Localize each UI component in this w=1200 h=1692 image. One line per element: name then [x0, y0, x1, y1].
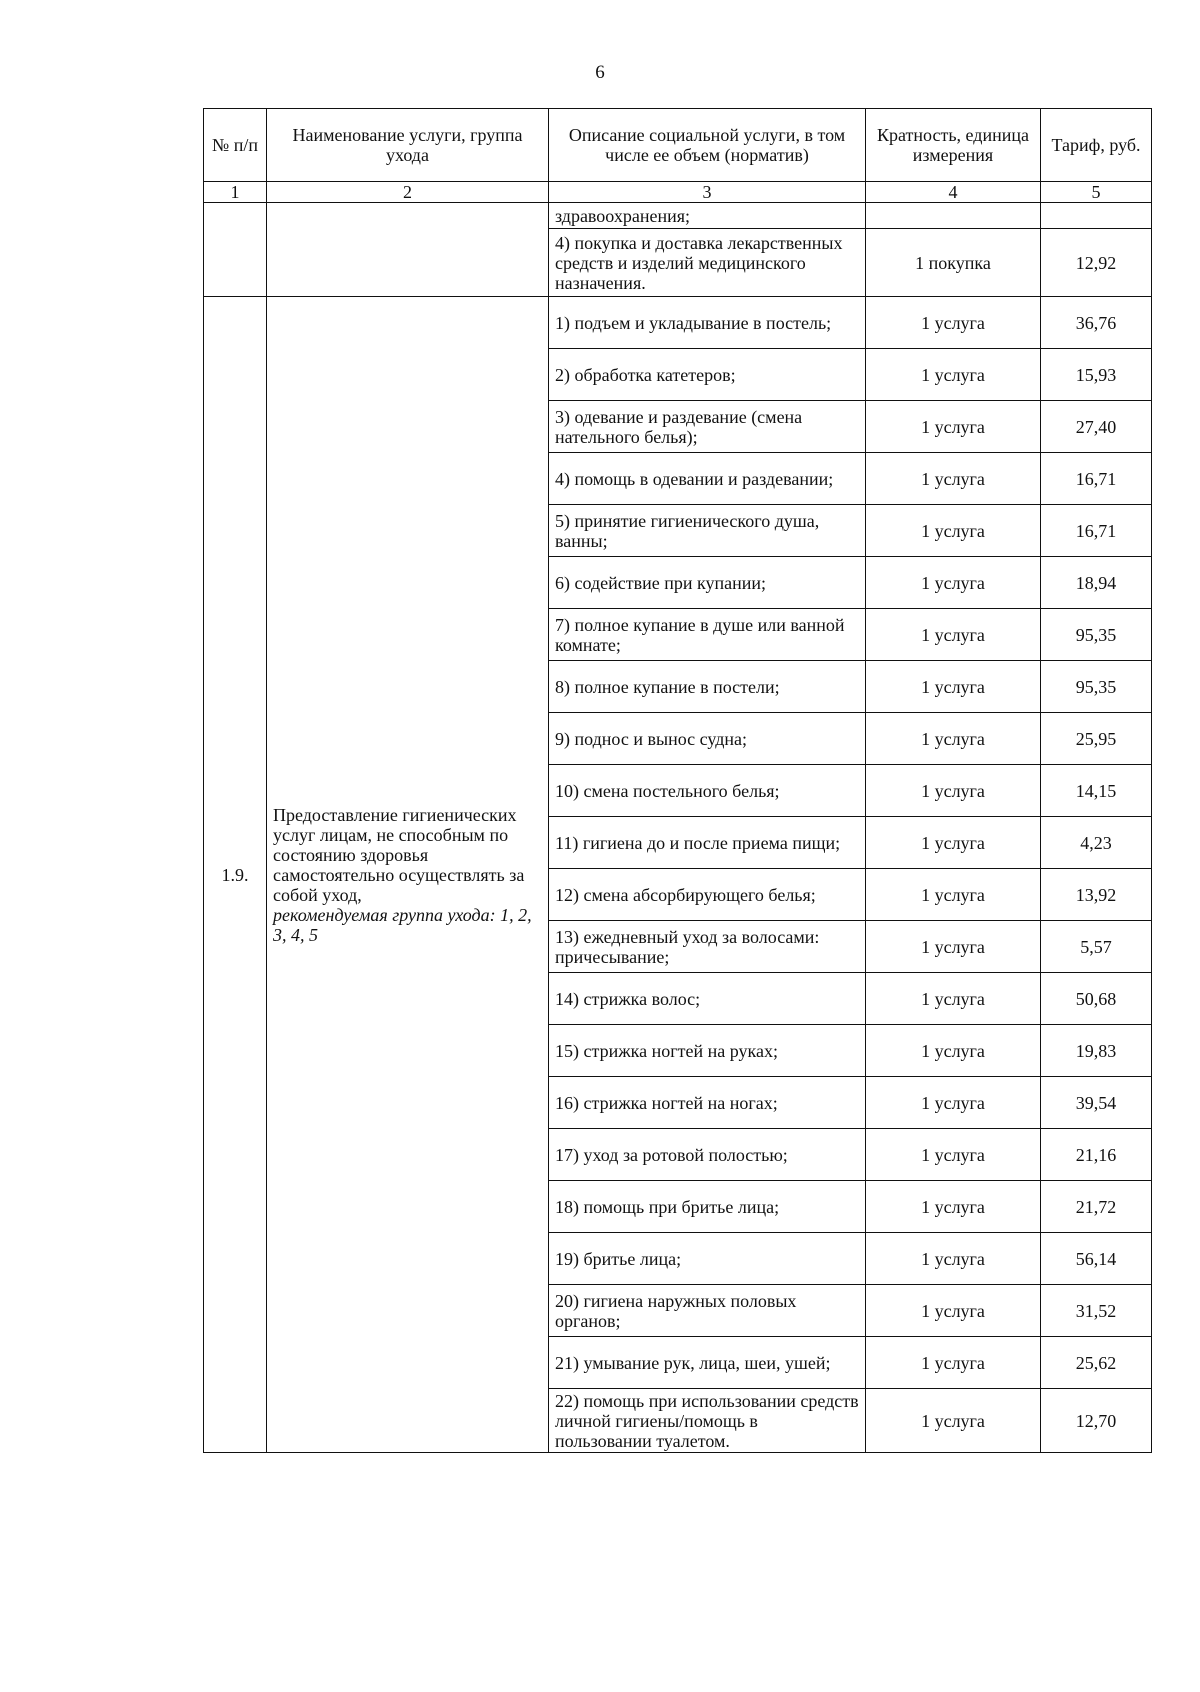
column-number: 2: [267, 182, 549, 203]
row-description: 6) содействие при купании;: [549, 557, 866, 609]
header-number: № п/п: [204, 109, 267, 182]
header-unit: Кратность, единица измерения: [866, 109, 1041, 182]
table-body: [204, 203, 1152, 1453]
page-number: 6: [595, 62, 605, 83]
row-unit: 1 услуга: [866, 1285, 1041, 1337]
row-unit: 1 услуга: [866, 973, 1041, 1025]
header-tariff: Тариф, руб.: [1041, 109, 1152, 182]
row-tariff: 15,93: [1041, 349, 1152, 401]
column-numbers-row: [204, 182, 1152, 203]
row-description: 18) помощь при бритье лица;: [549, 1181, 866, 1233]
header-service-name: Наименование услуги, группа ухода: [267, 109, 549, 182]
row-tariff: 39,54: [1041, 1077, 1152, 1129]
section-number: 1.9.: [204, 297, 267, 1453]
row-tariff: 25,62: [1041, 1337, 1152, 1389]
row-description: 8) полное купание в постели;: [549, 661, 866, 713]
section-name: Предоставление гигиенических услуг лицам, не способным по состоянию здоровья самостоятельно осуществлять за собой уход,: [273, 804, 525, 905]
header-description: Описание социальной услуги, в том числе ее объем (норматив): [549, 109, 866, 182]
row-description: 3) одевание и раздевание (смена нательного белья);: [549, 401, 866, 453]
column-number: 5: [1041, 182, 1152, 203]
row-description: 2) обработка катетеров;: [549, 349, 866, 401]
column-number: 4: [866, 182, 1041, 203]
row-tariff: 16,71: [1041, 505, 1152, 557]
row-description: 17) уход за ротовой полостью;: [549, 1129, 866, 1181]
table-header-row: [204, 109, 1152, 182]
row-unit: 1 услуга: [866, 817, 1041, 869]
row-unit: 1 услуга: [866, 1077, 1041, 1129]
row-unit: 1 услуга: [866, 1129, 1041, 1181]
row-tariff: 5,57: [1041, 921, 1152, 973]
row-description: 7) полное купание в душе или ванной комнате;: [549, 609, 866, 661]
row-tariff: 21,72: [1041, 1181, 1152, 1233]
continued-name-cell: [267, 203, 549, 297]
row-tariff: 18,94: [1041, 557, 1152, 609]
tariff-table: [203, 108, 1152, 1453]
row-unit: 1 услуга: [866, 557, 1041, 609]
section-care-group: рекомендуемая группа ухода: 1, 2, 3, 4, 5: [273, 904, 532, 945]
row-unit: 1 услуга: [866, 661, 1041, 713]
row-description: 19) бритье лица;: [549, 1233, 866, 1285]
row-tariff: 31,52: [1041, 1285, 1152, 1337]
row-unit: 1 услуга: [866, 1389, 1041, 1453]
row-description: 15) стрижка ногтей на руках;: [549, 1025, 866, 1077]
row-tariff: 16,71: [1041, 453, 1152, 505]
row-unit: 1 услуга: [866, 1233, 1041, 1285]
row-tariff: 14,15: [1041, 765, 1152, 817]
column-number: 3: [549, 182, 866, 203]
row-unit: 1 услуга: [866, 1025, 1041, 1077]
section-name-cell: [267, 297, 549, 1453]
row-description: 20) гигиена наружных половых органов;: [549, 1285, 866, 1337]
row-unit: 1 услуга: [866, 713, 1041, 765]
row-description: 4) помощь в одевании и раздевании;: [549, 453, 866, 505]
table-row: [204, 297, 1152, 349]
row-description: 12) смена абсорбирующего белья;: [549, 869, 866, 921]
row-unit: 1 услуга: [866, 1337, 1041, 1389]
row-unit: 1 услуга: [866, 609, 1041, 661]
row-description: здравоохранения;: [549, 203, 866, 229]
row-unit: 1 услуга: [866, 297, 1041, 349]
row-tariff: 36,76: [1041, 297, 1152, 349]
row-tariff: 56,14: [1041, 1233, 1152, 1285]
row-description: 4) покупка и доставка лекарственных средств и изделий медицинского назначения.: [549, 229, 866, 297]
table-row: [204, 203, 1152, 229]
row-description: 16) стрижка ногтей на ногах;: [549, 1077, 866, 1129]
row-tariff: 95,35: [1041, 661, 1152, 713]
row-description: 13) ежедневный уход за волосами: причесывание;: [549, 921, 866, 973]
row-unit: 1 услуга: [866, 453, 1041, 505]
row-unit: 1 услуга: [866, 869, 1041, 921]
row-tariff: 27,40: [1041, 401, 1152, 453]
column-number: 1: [204, 182, 267, 203]
row-unit: 1 услуга: [866, 765, 1041, 817]
row-description: 1) подъем и укладывание в постель;: [549, 297, 866, 349]
row-description: 21) умывание рук, лица, шеи, ушей;: [549, 1337, 866, 1389]
row-unit: 1 услуга: [866, 1181, 1041, 1233]
row-description: 10) смена постельного белья;: [549, 765, 866, 817]
continued-number-cell: [204, 203, 267, 297]
row-tariff: 19,83: [1041, 1025, 1152, 1077]
row-description: 5) принятие гигиенического душа, ванны;: [549, 505, 866, 557]
row-tariff: 12,92: [1041, 229, 1152, 297]
row-tariff: 50,68: [1041, 973, 1152, 1025]
row-tariff: 12,70: [1041, 1389, 1152, 1453]
row-tariff: 25,95: [1041, 713, 1152, 765]
row-description: 11) гигиена до и после приема пищи;: [549, 817, 866, 869]
row-tariff: [1041, 203, 1152, 229]
row-unit: [866, 203, 1041, 229]
row-unit: 1 услуга: [866, 921, 1041, 973]
row-tariff: 13,92: [1041, 869, 1152, 921]
row-unit: 1 покупка: [866, 229, 1041, 297]
row-tariff: 21,16: [1041, 1129, 1152, 1181]
row-unit: 1 услуга: [866, 349, 1041, 401]
row-description: 14) стрижка волос;: [549, 973, 866, 1025]
row-description: 9) поднос и вынос судна;: [549, 713, 866, 765]
row-tariff: 4,23: [1041, 817, 1152, 869]
row-tariff: 95,35: [1041, 609, 1152, 661]
row-description: 22) помощь при использовании средств личной гигиены/помощь в пользовании туалетом.: [549, 1389, 866, 1453]
row-unit: 1 услуга: [866, 401, 1041, 453]
row-unit: 1 услуга: [866, 505, 1041, 557]
